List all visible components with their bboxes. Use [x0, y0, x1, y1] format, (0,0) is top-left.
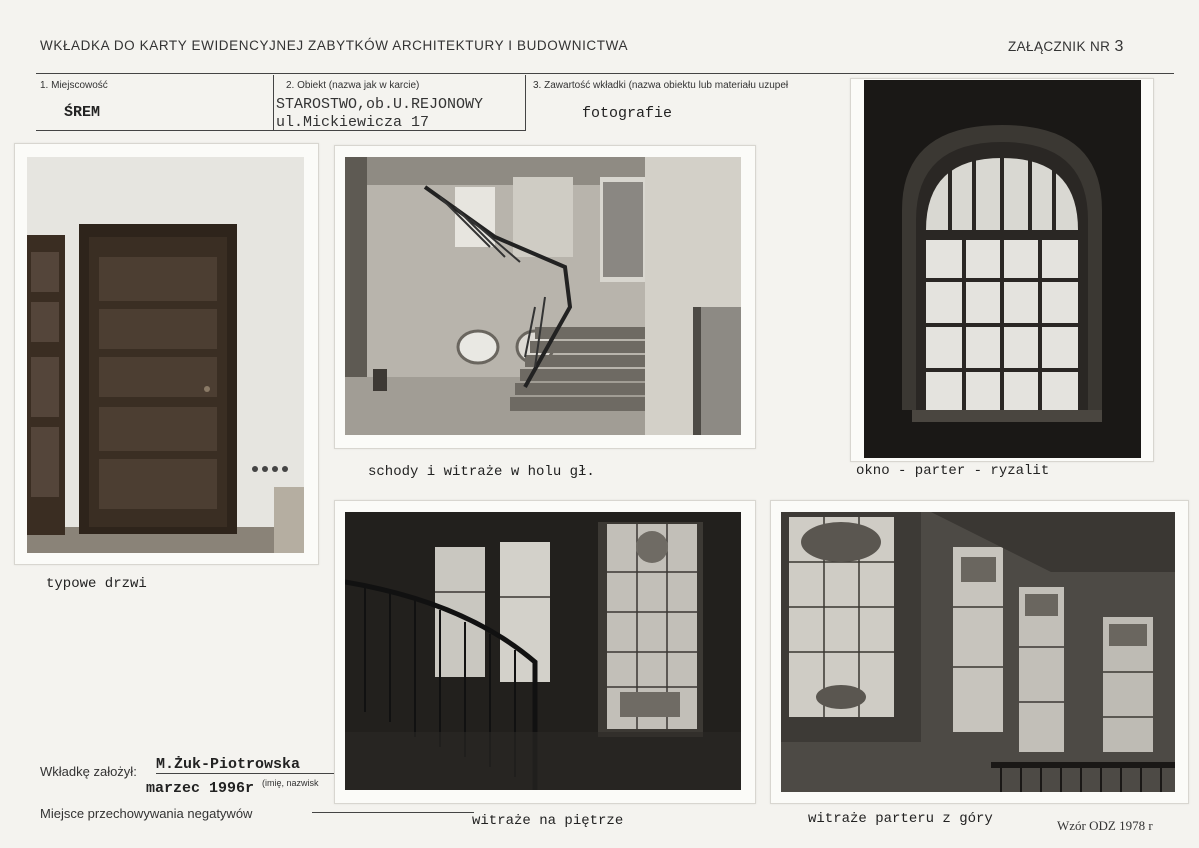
field-divider-1: [273, 75, 274, 130]
photo-upper: [345, 512, 741, 790]
location-value: ŚREM: [64, 104, 101, 121]
caption-window: okno - parter - ryzalit: [856, 463, 1050, 479]
negatives-label: Miejsce przechowywania negatywów: [40, 806, 253, 821]
photo-window: [864, 80, 1141, 458]
window-illustration: [864, 80, 1141, 458]
photo-stairs: [345, 157, 741, 435]
founded-name: M.Żuk-Piotrowska: [156, 756, 301, 773]
annex-label-text: ZAŁĄCZNIK NR: [1008, 39, 1111, 54]
location-label: 1. Miejscowość: [40, 80, 108, 91]
founded-underline: [156, 773, 334, 774]
caption-ground: witraże parteru z góry: [808, 811, 993, 827]
caption-stairs: schody i witraże w holu gł.: [368, 464, 595, 480]
form-label: Wzór ODZ 1978 r: [1057, 818, 1153, 833]
photo-door: [27, 157, 304, 553]
contents-value: fotografie: [582, 105, 673, 122]
caption-upper: witraże na piętrze: [472, 813, 624, 829]
object-label: 2. Obiekt (nazwa jak w karcie): [286, 80, 420, 91]
upper-stained-glass-illustration: [345, 512, 741, 790]
founded-label: Wkładkę założył:: [40, 764, 137, 779]
contents-label: 3. Zawartość wkładki (nazwa obiektu lub materiału uzupeł: [533, 80, 789, 91]
object-value-line1: STAROSTWO,ob.U.REJONOWY: [276, 96, 484, 113]
ground-stained-glass-illustration: [781, 512, 1175, 792]
photo-ground: [781, 512, 1175, 792]
annex-label: [1008, 38, 1124, 56]
name-hint: (imię, nazwisk: [262, 778, 319, 788]
founded-date: marzec 1996r: [146, 780, 255, 797]
caption-door: typowe drzwi: [46, 576, 147, 592]
header-rule: [36, 73, 1174, 74]
field-divider-2: [525, 75, 526, 130]
document-title: WKŁADKA DO KARTY EWIDENCYJNEJ ZABYTKÓW ARCHITEKTURY I BUDOWNICTWA: [40, 38, 629, 53]
negatives-underline: [312, 812, 474, 813]
stairs-illustration: [345, 157, 741, 435]
door-illustration: [27, 157, 304, 553]
object-value-line2: ul.Mickiewicza 17: [276, 114, 430, 131]
annex-number: 3: [1114, 38, 1124, 55]
